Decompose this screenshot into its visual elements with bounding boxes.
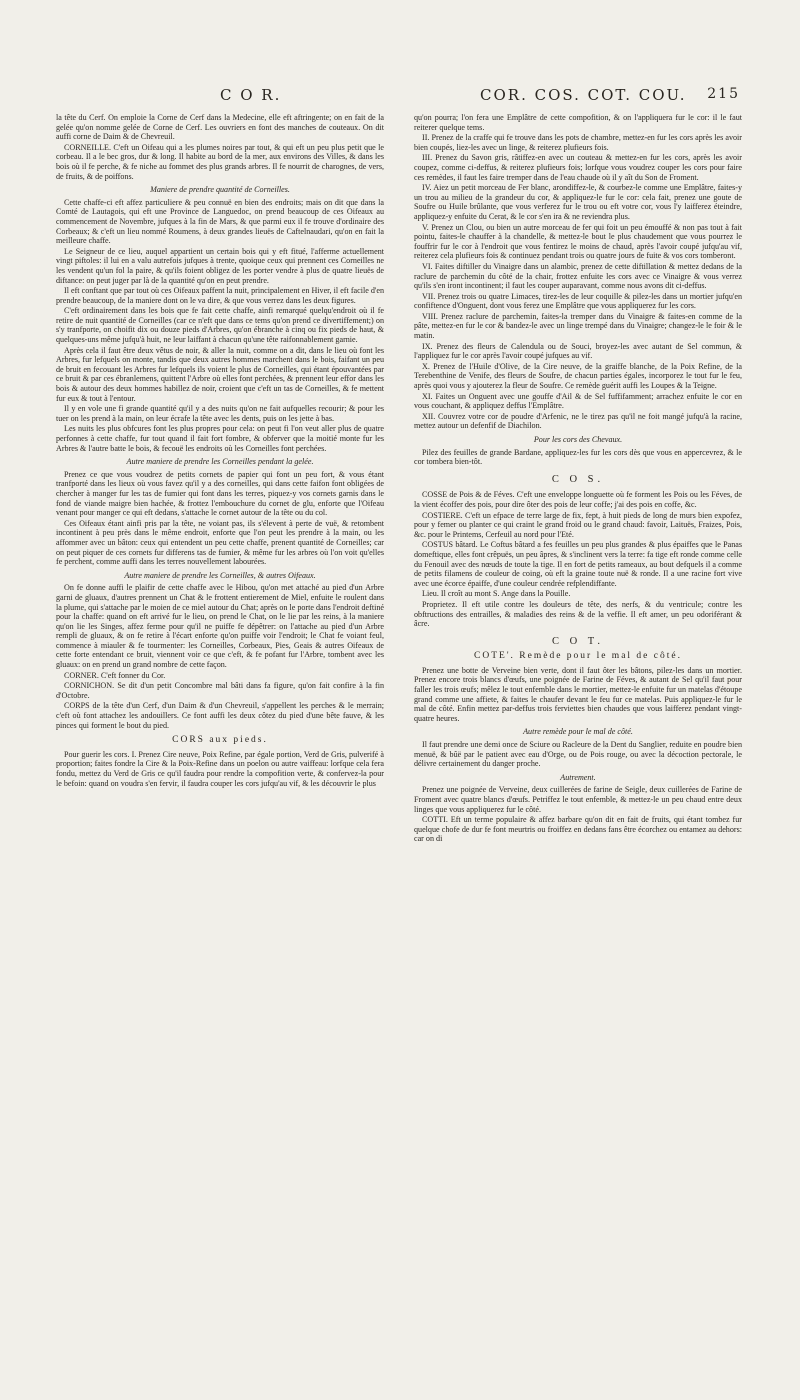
paragraph: Prenez ce que vous voudrez de petits cornets de papier qui font un peu fort, & vous étant tranfporté dans les lieux où vous favez qu'il y a des corneilles, qui dans cette faifon font obligées de chercher à manger fur les tas de fumier qui font dans les terres, piquez-y vos cornets garnis dans le fond de viande maigre bien hachée, & frottez l'embouchure du cornet de glu, enforte que l'Oifeau venant pour manger ce qui eft dedans, s'attache le cornet autour de la tête ou du col. — [56, 469, 384, 518]
section-subheading: Pour les cors des Chevaux. — [533, 435, 623, 444]
paragraph: Il y en vole une fi grande quantité qu'il y a des nuits qu'on ne fait aufquelles recourir; & pour les tuer on les prend à la main, on leur écrafe la tête avec les dents, puis on les jette à bas. — [56, 404, 384, 423]
paragraph: Pilez des feuilles de grande Bardane, appliquez-les fur les cors dès que vous en appercevrez, & le cor tombera bien-tôt. — [414, 447, 742, 467]
page-header — [60, 86, 740, 112]
paragraph: Le Seigneur de ce lieu, auquel appartient un certain bois qui y eft fitué, l'afferme actuellement vingt piftoles: il lui en a valu autrefois jufques à trente, quoique ceux qui prennent ces Corneilles ne les vendent qu'un fol la paire, & qu'ils foient obligez de les porter vendre à plus de quatre lieuës de diftance: on peut juger par là de la quantité qu'on en peut prendre. — [56, 246, 384, 285]
section-subheading: Autrement. — [560, 772, 596, 782]
section-heading: C O S. — [551, 473, 605, 485]
paragraph: COSTIERE. C'eft un efpace de terre large de fix, fept, à huit pieds de long de murs bien expofez, pour y femer ou planter ce qui craint le grand froid ou le grand chaud: favoir, Laituës, Fraizes, Pois, &c. pour le Printems, Cerfeuil au nord pour l'Eté. — [414, 510, 742, 539]
right-column — [414, 113, 742, 845]
paragraph: Prenez une poignée de Verveine, deux cuillerées de farine de Seigle, deux cuillerées de Farine de Froment avec quatre blancs d'œufs. Petriffez le tout enfemble, & mettez-le un peu chaud entre deux linges que vous appliquerez fur le côté. — [414, 785, 742, 814]
section-heading: CORS aux pieds. — [172, 735, 268, 746]
section-subheading: Autre maniere de prendre les Corneilles pendant la gelée. — [126, 457, 314, 467]
page-number: 215 — [707, 86, 740, 102]
paragraph: CORNICHON. Se dit d'un petit Concombre mal bâti dans fa figure, qu'on fait confire à la fin d'Octobre. — [56, 681, 384, 700]
paragraph: CORNEILLE. C'eft un Oifeau qui a les plumes noires par tout, & qui eft un peu plus petit que le corbeau. Il a le bec gros, dur & long. Il habite au bord de la mer, aux environs des Villes, & dans les bois où il fe perche, & fe niche au fommet des plus grands arbres. Il fe nourrit de charognes, de vers, de fruits, & de poiffons. — [56, 142, 384, 181]
paragraph: Pour guerir les cors. I. Prenez Cire neuve, Poix Refine, par égale portion, Verd de Gris, pulverifé à proportion; faites fondre la Cire & la Poix-Refine dans un poelon ou autre vaiffeau: lorfque cela fera fondu, mettez du Verd de Gris ce qu'il faudra pour rendre la compofition verte, & confervez-la pour le befoin: quand on voudra s'en fervir, il faudra couper les cors jufqu'au vif, & les découvrir le plus — [56, 749, 384, 788]
paragraph: Proprietez. Il eft utile contre les douleurs de tête, des nerfs, & du ventricule; contre les obftructions des entrailles, & maladies des reins & de la veffie. Il eft amer, un peu odoriférant & âcre. — [414, 599, 742, 629]
paragraph: X. Prenez de l'Huile d'Olive, de la Cire neuve, de la graiffe blanche, de la Poix Refine, de la Terebenthine de Venife, des fleurs de Soufre, de chacun parties égales, incorporez le tout fur le feu, après quoi vous y ajouterez la fleur de Soufre. Ce remède guérit auffi les Loupes & la Teigne. — [414, 361, 742, 391]
paragraph: C'eft ordinairement dans les bois que fe fait cette chaffe, ainfi remarqué quelqu'endroit où il fe retire de nuit quantité de Corneilles (car ce n'eft que dans ce tems qu'on prend ce divertiffement;) on s'y tranfporte, on choifit dix ou douze pieds d'Arbres, qu'on ébranche à cinq ou fix pieds de haut, & quelques-uns même jufqu'à huit, ne leur laiffant à chacun qu'une tête raifonnablement garnie. — [56, 306, 384, 345]
paragraph: qu'on pourra; l'on fera une Emplâtre de cette compofition, & on l'appliquera fur le cor: il le faut reiterer quelque tems. — [414, 113, 742, 132]
paragraph: COSSE de Pois & de Féves. C'eft une enveloppe longuette où fe forment les Pois ou les Féves, de la vient écoffer des pois, pour dire ôter des pois de leur coffe; j'ai des pois en coffe, &c. — [414, 490, 742, 509]
paragraph: XI. Faites un Onguent avec une gouffe d'Ail & de Sel fuffifamment; arrachez enfuite le cor en vous couchant, & appliquez deffus l'Emplâtre. — [414, 391, 742, 411]
section-subheading: Autre maniere de prendre les Corneilles, & autres Oifeaux. — [124, 570, 316, 580]
paragraph: COTTI. Eft un terme populaire & affez barbare qu'on dit en fait de fruits, qui étant tombez fur quelque chofe de dur fe font meurtris ou froiffez en dedans fans être écorchez ou entamez au dehors: car on di — [414, 815, 742, 844]
section-heading: COTE'. Remède pour le mal de côté. — [474, 651, 682, 662]
paragraph: VII. Prenez trois ou quatre Limaces, tirez-les de leur coquille & pilez-les dans un mortier jufqu'en confiftence d'Onguent, dont vous ferez une Emplâtre que vous appliquerez fur les cors. — [414, 291, 742, 311]
section-heading: C O T. — [552, 635, 604, 647]
paragraph: COSTUS bâtard. Le Coftus bâtard a fes feuilles un peu plus grandes & plus épaiffes que le Panas domeftique, elles font crêpuës, un peu âpres, & s'inclinent vers la terre: fa tige eft ronde comme celle du Fenouil avec des nœuds de toute la tige. Il en fort de petits rameaux, au bout defquels il a comme de petits filamens de couleur de coing, où eft la graine toute nuë & ronde. Il a une racine fort vive avec une écorce épaiffe, d'une couleur cendrée refplendiffante. — [414, 540, 742, 588]
paragraph: VI. Faites diftiller du Vinaigre dans un alambic, prenez de cette diftillation & mettez dedans de la raclure de parchemin du côté de la chair, frottez enfuite les cors avec ce Vinaigre & vous verrez qu'ils s'en iront incontinent; il faut les couper auparavant, comme nous avons dit ci-deffus. — [414, 261, 742, 291]
paragraph: Cette chaffe-ci eft affez particuliere & peu connuë en bien des endroits; mais on dit que dans la Comté de Lautagois, qui eft une Province de Languedoc, on prend beaucoup de ces Oifeaux au commencement de Novembre, jufques à la fin de Mars, & que parmi eux il fe trouve d'ordinaire des Corbeaux; & c'eft un lieu nommé Roumens, à deux grandes lieuës de Caftelnaudari, qu'on en fait la meilleure chaffe. — [56, 197, 384, 246]
paragraph: VIII. Prenez raclure de parchemin, faites-la tremper dans du Vinaigre & faites-en comme de la pâte, mettez-en fur le cor & bandez-le avec un linge trempé dans du Vinaigre; changez-le le foir & le matin. — [414, 311, 742, 341]
paragraph: CORPS de la tête d'un Cerf, d'un Daim & d'un Chevreuil, s'appellent les perches & le merrain; c'eft où font attachez les andouillers. Ce font auffi les deux côtez du pied d'une bête fauve, & les pinces qui forment le bout du pied. — [56, 701, 384, 730]
left-column — [56, 113, 384, 789]
paragraph: la tête du Cerf. On emploie la Corne de Cerf dans la Medecine, elle eft aftringente; on en fait de la gelée qu'on nomme gelée de Corne de Cerf. Les ouvriers en font des manches de couteaux. On dit auffi corne de Daim & de Chevreuil. — [56, 113, 384, 142]
paragraph: IX. Prenez des fleurs de Calendula ou de Souci, broyez-les avec autant de Sel commun, & l'appliquez fur le cor après l'avoir coupé jufques au vif. — [414, 341, 742, 361]
paragraph: Lieu. Il croît au mont S. Ange dans la Pouille. — [422, 589, 571, 599]
paragraph: Il faut prendre une demi once de Sciure ou Racleure de la Dent du Sanglier, reduite en poudre bien menuë, & bûë par le patient avec eau d'Orge, ou de Pois rouge, ou avec la décoction pectorale, le délivre certainement du danger proche. — [414, 740, 742, 769]
paragraph: Il eft conftant que par tout où ces Oifeaux paffent la nuit, principalement en Hiver, il eft facile d'en prendre beaucoup, de la maniere dont on le va dire, & que vous verrez dans les deux figures. — [56, 286, 384, 305]
section-subheading: Autre remède pour le mal de côté. — [523, 727, 633, 737]
paragraph: II. Prenez de la craffe qui fe trouve dans les pots de chambre, mettez-en fur les cors après les avoir bien coupés, liez-les avec un linge, & reiterez plufieurs fois. — [414, 133, 742, 152]
paragraph: IV. Aiez un petit morceau de Fer blanc, arondiffez-le, & courbez-le comme une Emplâtre, faites-y un trou au milieu de la grandeur du cor, & appliquez-le fur le cor: cela fait, prenez une goute de Soufre ou Huile brûlante, que vous verferez fur le trou ou eft votre cor, vous l'y laifferez éteindre, appliquez-y enfuite du Cerat, & le cor s'en ira & ne reviendra plus. — [414, 183, 742, 221]
running-head-right: COR. COS. COT. COU. — [480, 86, 687, 104]
paragraph: CORNER. C'eft fonner du Cor. — [64, 670, 166, 680]
running-head-left: C O R. — [220, 86, 282, 104]
paragraph: XII. Couvrez votre cor de poudre d'Arfenic, ne le tirez pas qu'il ne foit mangé jufqu'à la racine, mettez autour un defenfif de Diachilon. — [414, 411, 742, 431]
paragraph: Après cela il faut être deux vêtus de noir, & aller la nuit, comme on a dit, dans le lieu où font les Arbres, fur lefquels on monte, tandis que deux autres hommes marchent dans le bois, faifant un peu de bruit en fecouant les Arbres fur lefquels ils voient le plus de Corneilles, qui étant épouvantées par ce bruit & par ces ébranlemens, quittent l'Arbre où elles font perchées, & prennent leur effor dans les bois & autour des deux hommes habillez de noir, croient que c'eft un tas de Corneilles, & fe mettent fur eux & tout à l'entour. — [56, 345, 384, 403]
paragraph: Prenez une botte de Verveine bien verte, dont il faut ôter les bâtons, pilez-les dans un mortier. Prenez encore trois blancs d'œufs, une poignée de Farine de Féves, & autant de Sel qu'il faut pour faller les trois œufs; mêlez le tout enfemble dans le mortier, mettez-le enfuite fur un matelas d'étoupe grand comme une affiete, & faites le chaufer devant le feu fur ce matelas. Puis appliquez-le fur le mal de côté. Enfin mettez par-deffus trois ferviettes bien chaudes que vous laifferez pendant vingt-quatre heures. — [414, 665, 742, 723]
paragraph: III. Prenez du Savon gris, râtiffez-en avec un couteau & mettez-en fur les cors, après les avoir coupez, comme ci-deffus, & reiterez plufieurs fois; lorfque vous voudrez couper les cors pour faire ces remèdes, il faut les faire tremper dans de l'eau chaude où il y aît du Son de Froment. — [414, 153, 742, 182]
section-subheading: Maniere de prendre quantité de Corneilles. — [150, 185, 290, 195]
paragraph: On fe donne auffi le plaifir de cette chaffe avec le Hibou, qu'on met attaché au pied d'un Arbre garni de gluaux, d'autres prennent un Chat & le frottent entierement de Miel, enfuite le roulent dans la plume, qui s'attache par le moien de ce miel autour du Chat; après on le porte dans l'endroit deftiné pour la chaffe: quand on eft arrivé fur le lieu, on prend le Chat, on le lie par les reins, à la maniere qu'on lie les Singes, affez ferme pour qu'il ne puiffe fe dépêtrer: on l'attache au pied d'un Arbre rempli de gluaux, & on fe retire à l'écart enforte qu'on puiffe voir l'endroit; le Chat fe voiant feul, commence à miauler & fe tourmenter: les Corneilles, Corbeaux, Pies, Geais & autres Oifeaux de cette forte entendant ce bruit, viennent voir ce que c'eft, & fe pofant fur l'Arbre, tombent avec les gluaux: on en prend un grand nombre de cette façon. — [56, 583, 384, 670]
paragraph: Les nuits les plus obfcures font les plus propres pour cela: on peut fi l'on veut aller plus de quatre perfonnes à cette chaffe, fur tout quand il fait fort fombre, & obferver que la moitié monte fur les Arbres & l'autre batte le bois, & fecouë les endroits où les Corneilles font perchées. — [56, 424, 384, 453]
paragraph: V. Prenez un Clou, ou bien un autre morceau de fer qui foit un peu émouffé & non pas tout à fait pointu, faites-le chauffer à la chandelle, & mettez-le bout le plus chaudement que vous pourrez le fouffrir fur le cor à l'endroit que vous fentirez le moins de chaud, après l'avoir coupé jufqu'au vif, reiterez cela plufieurs fois & continuez pendant trois ou quatre jours de fuite & vos cors tomberont. — [414, 222, 742, 261]
paragraph: Ces Oifeaux étant ainfi pris par la tête, ne voiant pas, ils s'élevent à perte de vuë, & retombent incontinent à peu près dans le même endroit, enforte que l'on peut les prendre à la main, ou les affommer avec un bâton: ceux qui entendent un peu cette chaffe, prenent quantité de Corneilles; car on peut piquer de ces cornets fur differens tas de fumier, & même fur les arbres où l'on voit qu'elles fe perchent, comme auffi dans les terres nouvellement labourées. — [56, 518, 384, 567]
